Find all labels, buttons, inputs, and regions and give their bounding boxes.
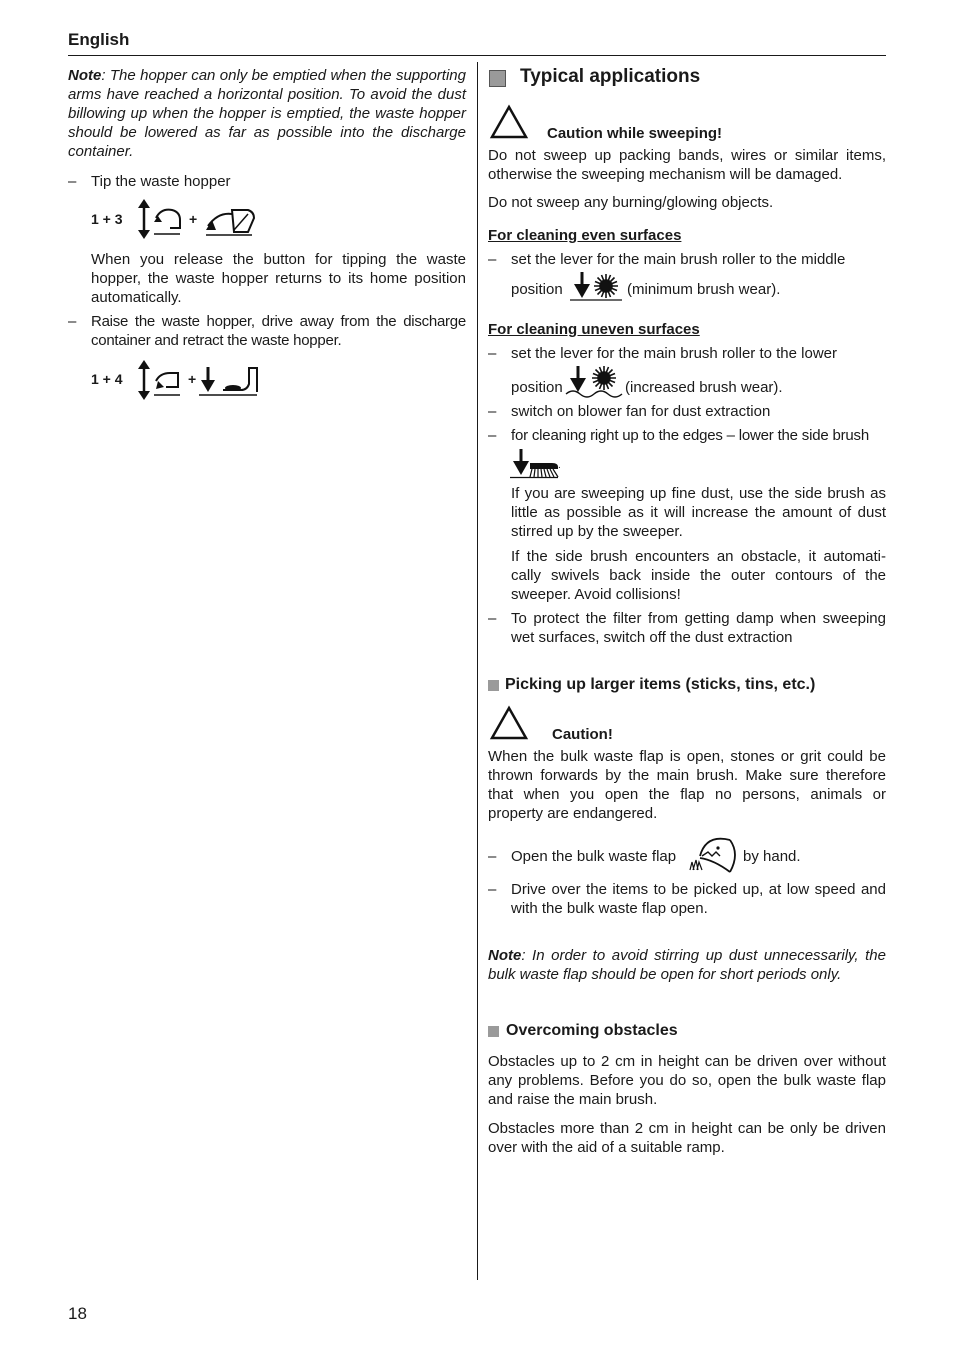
obstacles-paragraph-2: Obstacles more than 2 cm in height can be only be driven over with the aid of a suitable ramp. xyxy=(488,1120,886,1156)
section-title-typical-applications: Typical applications xyxy=(520,66,701,87)
subsection-square-marker xyxy=(488,680,499,691)
header-rule xyxy=(68,55,886,56)
even-surfaces-heading: For cleaning even surfaces xyxy=(488,227,682,244)
side-brush-lower-icon xyxy=(510,447,560,479)
hopper-empty-icon xyxy=(204,204,258,238)
hopper-tip-icon xyxy=(136,198,184,240)
bulk-waste-flap-icon xyxy=(688,836,740,876)
dash-marker: – xyxy=(488,345,497,362)
raise-hopper-item: Raise the waste hopper, drive away from the discharge container and retract the waste hopper. xyxy=(91,313,466,349)
dash-marker: – xyxy=(488,427,497,444)
section-square-marker xyxy=(489,70,506,87)
header-language: English xyxy=(68,30,130,49)
bulk-flap-note xyxy=(488,946,886,984)
damp-filter-item: To protect the filter from getting damp when sweeping wet surfaces, switch off the dust extraction xyxy=(511,610,886,646)
even-lever-text: set the lever for the main brush roller to the middle xyxy=(511,251,846,268)
warning-triangle-icon xyxy=(489,705,529,741)
dash-marker: – xyxy=(488,610,497,627)
dash-marker: – xyxy=(488,881,497,898)
middle-brush-position-icon xyxy=(570,270,622,302)
formula1-keys: 1 + 3 xyxy=(91,211,123,227)
release-button-text: When you release the button for tipping the waste hopper, the waste hopper returns to its home position automatically. xyxy=(91,251,466,306)
side-brush-period: . xyxy=(558,460,561,471)
dash-marker: – xyxy=(488,251,497,268)
caution-sweeping-text: Do not sweep up packing bands, wires or similar items, otherwise the sweeping mechanism will be damaged. xyxy=(488,147,886,183)
side-brush-item: for cleaning right up to the edges – lower the side brush xyxy=(511,427,869,444)
column-divider xyxy=(477,62,478,1280)
open-flap-prefix: Open the bulk waste flap xyxy=(511,848,677,865)
dash-marker: – xyxy=(488,848,497,865)
dash-marker: – xyxy=(68,173,77,190)
burning-objects-text: Do not sweep any burning/glowing objects. xyxy=(488,194,774,211)
even-position-suffix: (minimum brush wear). xyxy=(627,281,781,298)
uneven-position-suffix: (increased brush wear). xyxy=(625,379,783,396)
note-label: Note xyxy=(488,947,522,964)
fine-dust-text: If you are sweeping up fine dust, use the side brush as little as possible as it will increase the amount of dust stirred up by the sweeper. xyxy=(511,485,886,540)
tip-hopper-item: Tip the waste hopper xyxy=(91,173,231,190)
blower-fan-item: switch on blower fan for dust extraction xyxy=(511,403,771,420)
uneven-surfaces-heading: For cleaning uneven surfaces xyxy=(488,321,700,338)
open-flap-suffix: by hand. xyxy=(743,848,801,865)
hopper-lower-icon xyxy=(199,364,261,398)
subsection-square-marker xyxy=(488,1026,499,1037)
page-number: 18 xyxy=(68,1304,87,1323)
dash-marker: – xyxy=(68,313,77,330)
note-text: : The hopper can only be emptied when the supporting arms have reached a horizontal position. To avoid the dust billowing up when the hopper is emptied, the waste hopper should be lowered as far as possible into the discharge container. xyxy=(68,67,466,160)
formula2-keys: 1 + 4 xyxy=(91,371,123,387)
overcoming-obstacles-title: Overcoming obstacles xyxy=(506,1022,678,1039)
uneven-position-label: position xyxy=(511,379,563,396)
picking-up-title: Picking up larger items (sticks, tins, etc.) xyxy=(505,676,816,693)
lower-brush-position-icon xyxy=(566,364,622,400)
warning-triangle-icon xyxy=(489,104,529,140)
hopper-note xyxy=(68,66,466,161)
caution-title: Caution! xyxy=(552,726,613,743)
formula2-plus: + xyxy=(188,371,197,387)
caution-bulk-flap-text: When the bulk waste flap is open, stones or grit could be thrown forwards by the main brush. Make sure therefore that when you open the flap no persons, animals or property are endangered. xyxy=(488,748,886,822)
formula1-plus: + xyxy=(189,211,198,227)
uneven-lever-text: set the lever for the main brush roller to the lower xyxy=(511,345,837,362)
caution-sweeping-title: Caution while sweeping! xyxy=(547,125,723,142)
dash-marker: – xyxy=(488,403,497,420)
obstacles-paragraph-1: Obstacles up to 2 cm in height can be driven over without any problems. Before you do so, open the bulk waste flap and raise the main brush. xyxy=(488,1053,886,1108)
note-text: : In order to avoid stirring up dust unnecessarily, the bulk waste flap should be open for short periods only. xyxy=(488,947,886,983)
note-label: Note xyxy=(68,67,102,84)
obstacle-swivel-text: If the side brush encounters an obstacle, it automati-cally swivels back inside the outer contours of the sweeper. Avoid collisions! xyxy=(511,548,886,603)
hopper-tip-icon xyxy=(136,359,184,401)
even-position-label: position xyxy=(511,281,563,298)
drive-over-item: Drive over the items to be picked up, at low speed and with the bulk waste flap open. xyxy=(511,881,886,917)
